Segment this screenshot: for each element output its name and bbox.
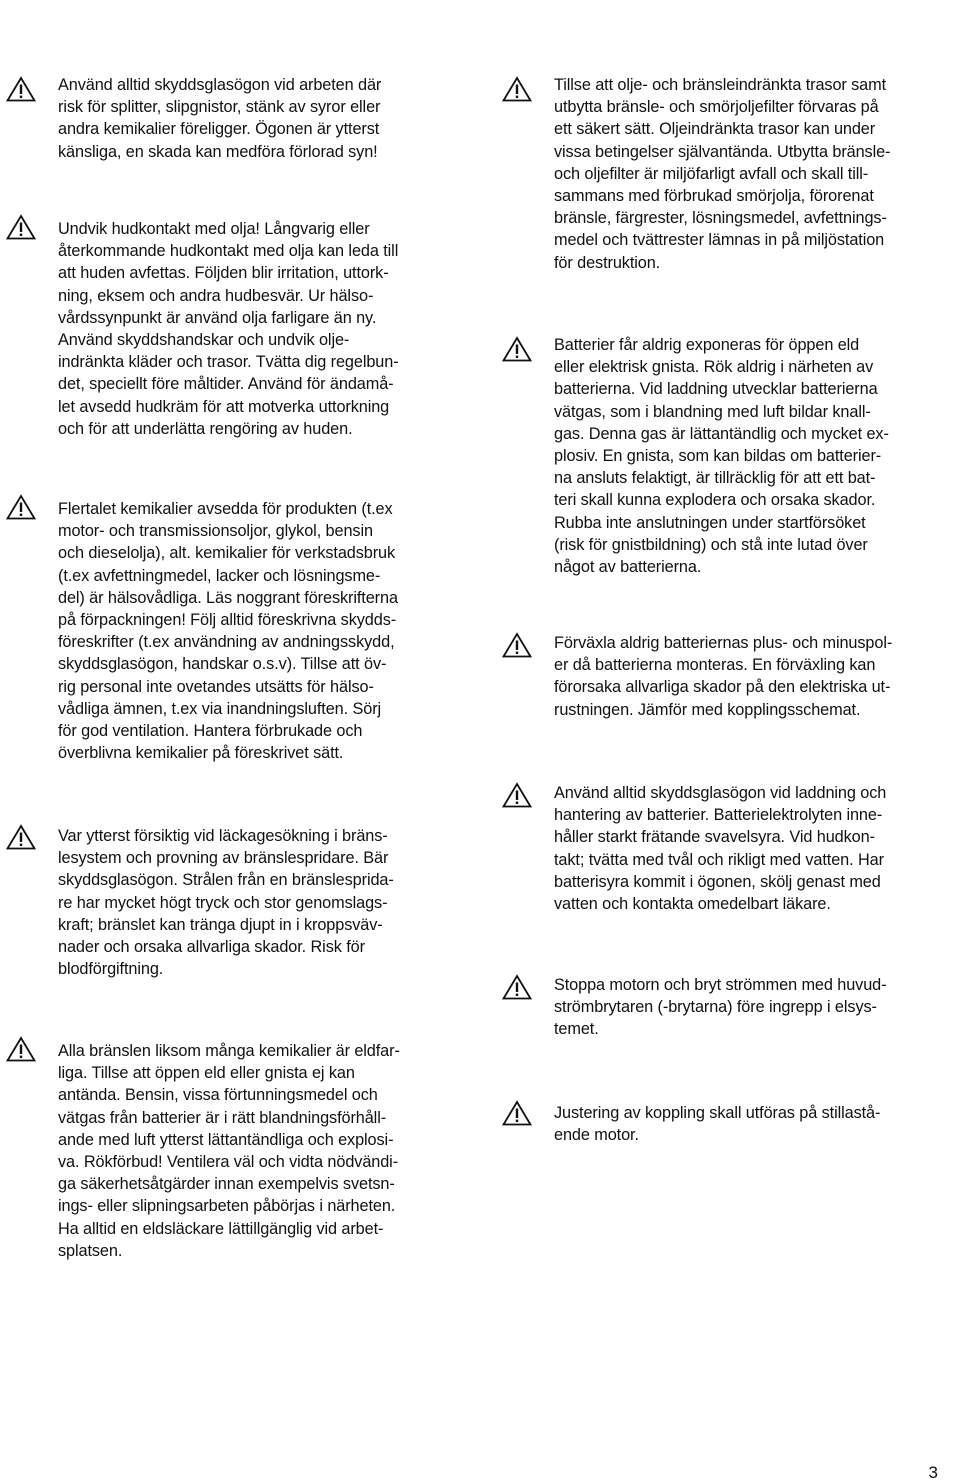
warning-text: Justering av koppling skall utföras på stillastå- ende motor. (554, 1104, 881, 1145)
warning-triangle-icon (6, 1036, 36, 1062)
warning-text: Batterier får aldrig exponeras för öppen eld eller elektrisk gnista. Rök aldrig i närheten av batterierna. Vid laddning utvecklar batterierna vätgas, som i blandning med luft bildar knall- gas. Denna gas är lättantändlig och mycket ex- plosiv. En gnista, som kan bildas om batterier- na ansluts felaktigt, är tillräcklig för att ett bat- teri skall kunna explodera och orsaka skador. Rubba inte anslutningen under startförsöket (risk för gnistbildning) och stå inte lutad över något av batterierna. (554, 336, 889, 577)
warning-triangle-icon (502, 974, 532, 1000)
page-number: 3 (928, 1463, 938, 1482)
warning-text: Undvik hudkontakt med olja! Långvarig eller återkommande hudkontakt med olja kan leda till att huden avfettas. Följden blir irritation, uttork- ning, eksem och andra hudbesvär. Ur hälso- vårdssynpunkt är använd olja farligare än ny. Använd skyddshandskar och undvik olje- indränkta kläder och trasor. Tvätta dig regelbun- det, speciellt före måltider. Använd för ändamå- let avsedd hudkräm för att motverka uttorkning och för att underlätta rengöring av huden. (58, 220, 399, 438)
warning-text: Stoppa motorn och bryt strömmen med huvud- strömbrytaren (-brytarna) före ingrepp i elsys- temet. (554, 976, 887, 1039)
warning-triangle-icon (502, 1100, 532, 1126)
warning-triangle-icon (6, 824, 36, 850)
warning-text: Alla bränslen liksom många kemikalier är eldfar- liga. Tillse att öppen eld eller gnista ej kan antända. Bensin, vissa förtunningsmedel och vätgas från batterier är i rätt blandningsförhåll- ande med luft ytterst lättantändliga och explosi- va. Rökförbud! Ventilera väl och vidta nödvändi- ga säkerhetsåtgärder innan exempelvis svetsn- ings- eller slipningsarbeten påbörjas i närheten. Ha alltid en eldsläckare lättillgänglig vid arbet- splatsen. (58, 1042, 400, 1260)
warning-triangle-icon (502, 336, 532, 362)
warning-triangle-icon (6, 214, 36, 240)
warning-text: Använd alltid skyddsglasögon vid arbeten där risk för splitter, slipgnistor, stänk av syror eller andra kemikalier föreligger. Ögonen är ytterst känsliga, en skada kan medföra förlorad syn! (58, 76, 382, 161)
warning-triangle-icon (502, 76, 532, 102)
warning-text: Förväxla aldrig batteriernas plus- och minuspol- er då batterierna monteras. En förväxling kan förorsaka allvarliga skador på den elektriska ut- rustningen. Jämför med kopplingsschemat. (554, 634, 893, 719)
warning-triangle-icon (6, 76, 36, 102)
warning-triangle-icon (502, 782, 532, 808)
warning-text: Flertalet kemikalier avsedda för produkten (t.ex motor- och transmissionsoljor, glykol, bensin och dieselolja), alt. kemikalier för verkstadsbruk (t.ex avfettningmedel, lacker och lösningsme- del) är hälsovådliga. Läs noggrant föreskrifterna på förpackningen! Följ alltid föreskrivna skydds- föreskrifter (t.ex användning av andningsskydd, skyddsglasögon, handskar o.s.v). Tillse att öv- rig personal inte ovetandes utsätts för hälso- vådliga ämnen, t.ex via inandningsluften. Sörj för god ventilation. Hantera förbrukade och överblivna kemikalier på föreskrivet sätt. (58, 500, 398, 763)
warning-text: Var ytterst försiktig vid läckagesökning i bräns- lesystem och provning av bränslespridare. Bär skyddsglasögon. Strålen från en bränslesprida- re har mycket högt tryck och stor genomslags- kraft; bränslet kan tränga djupt in i kroppsväv- nader och orsaka allvarliga skador. Risk för blodförgiftning. (58, 827, 394, 979)
warning-triangle-icon (502, 632, 532, 658)
warning-text: Tillse att olje- och bränsleindränkta trasor samt utbytta bränsle- och smörjoljefilter förvaras på ett säkert sätt. Oljeindränkta trasor kan under vissa betingelser självantända. Utbytta bränsle- och oljefilter är miljöfarligt avfall och skall till- sammans med förbrukad smörjolja, förorenat bränsle, färgrester, lösningsmedel, avfettnings- medel och tvättrester lämnas in på miljöstation för destruktion. (554, 76, 891, 272)
warning-text: Använd alltid skyddsglasögon vid laddning och hantering av batterier. Batterielektrolyten inne- håller starkt frätande svavelsyra. Vid hudkon- takt; tvätta med tvål och rikligt med vatten. Har batterisyra kommit i ögonen, skölj genast med vatten och kontakta omedelbart läkare. (554, 784, 887, 914)
warning-triangle-icon (6, 494, 36, 520)
